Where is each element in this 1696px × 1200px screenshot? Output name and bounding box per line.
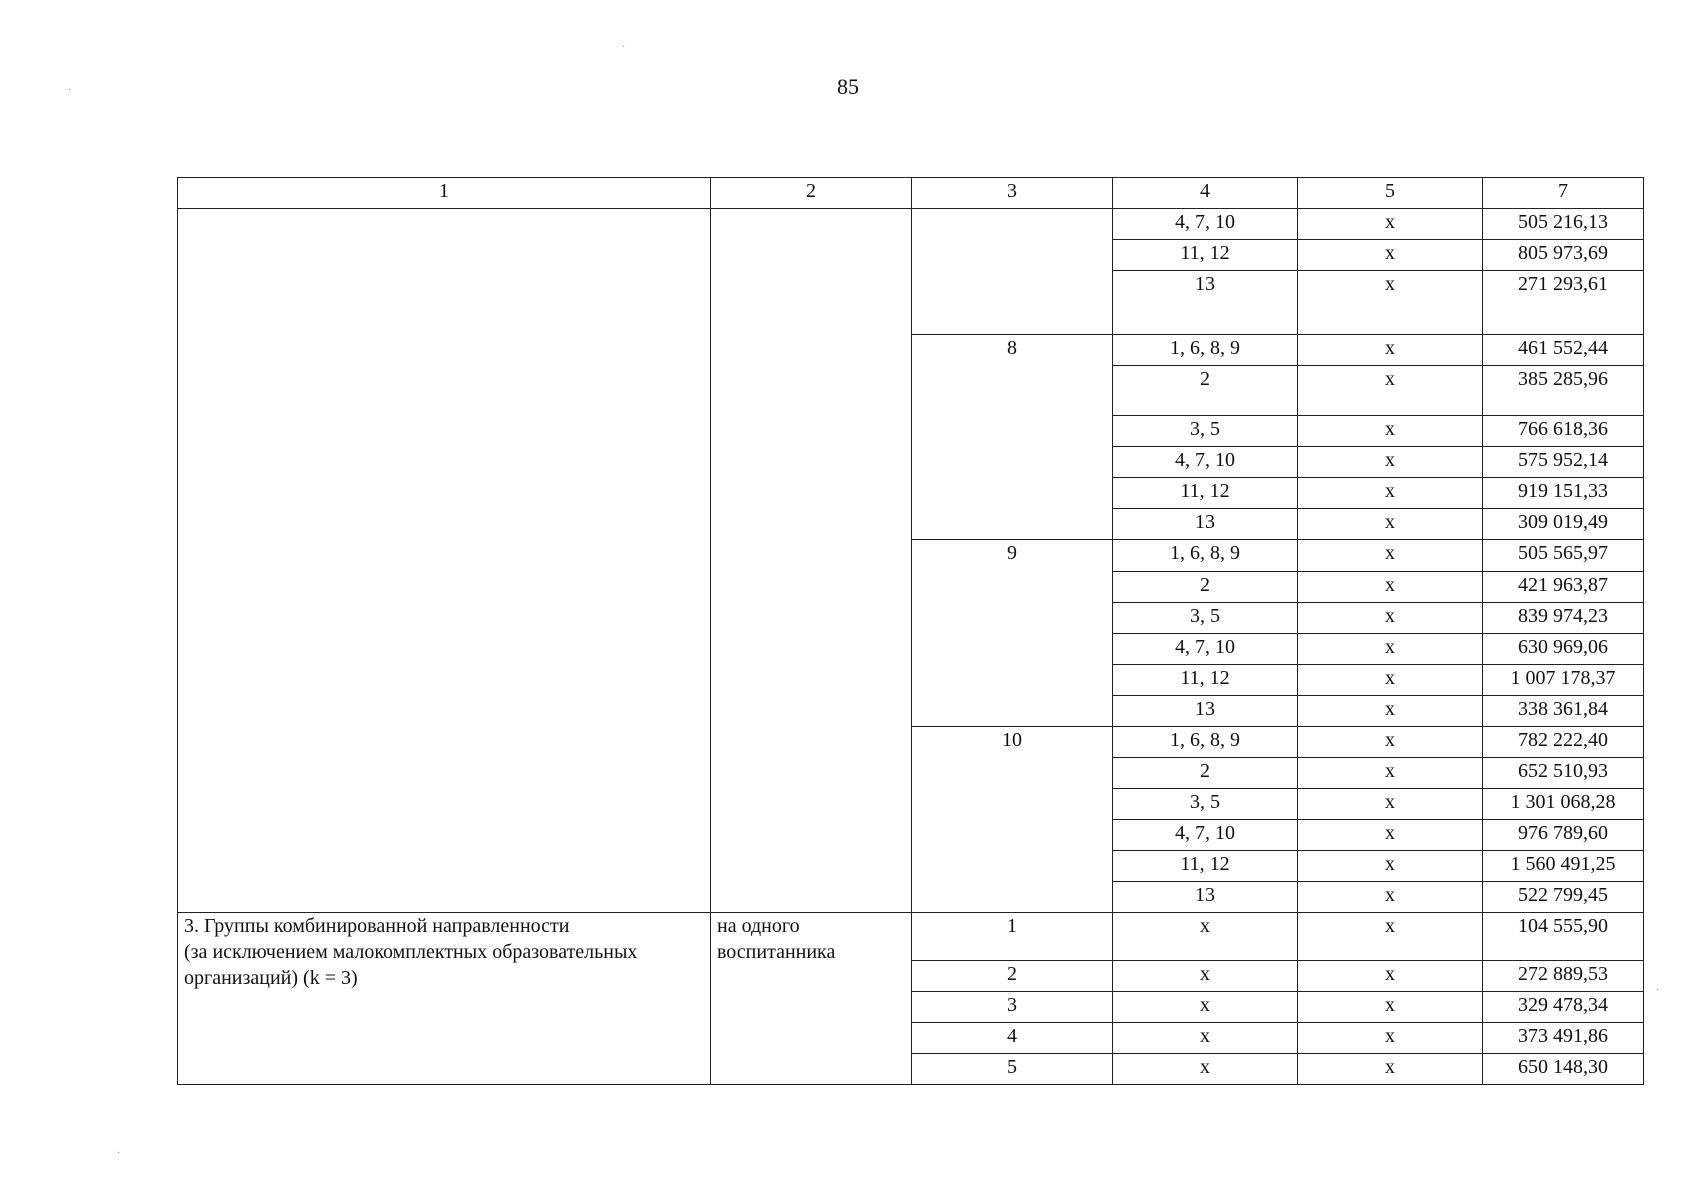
cell-col-5: x [1298, 240, 1483, 271]
cell-col-4: 4, 7, 10 [1113, 633, 1298, 664]
scan-speck: · [622, 42, 626, 53]
header-col-1: 1 [178, 178, 711, 209]
cell-col-7: 373 491,86 [1483, 1023, 1644, 1054]
cell-col-4: 1, 6, 8, 9 [1113, 726, 1298, 757]
page-number: 85 [837, 74, 859, 99]
scan-speck: · [1656, 985, 1660, 996]
table-row [178, 913, 1644, 961]
header-col-5: 5 [1298, 178, 1483, 209]
cell-col-4: 13 [1113, 271, 1298, 335]
cell-col-7: 1 560 491,25 [1483, 851, 1644, 882]
cell-col-5: x [1298, 366, 1483, 416]
cell-col-7: 272 889,53 [1483, 961, 1644, 992]
cell-col-7: 1 301 068,28 [1483, 789, 1644, 820]
cell-col-4: 11, 12 [1113, 664, 1298, 695]
table-row [178, 209, 1644, 240]
cell-col-5: x [1298, 695, 1483, 726]
cell-col-5: x [1298, 447, 1483, 478]
cell-col-7: 421 963,87 [1483, 571, 1644, 602]
cell-col-5: x [1298, 961, 1483, 992]
cell-col-5: x [1298, 602, 1483, 633]
cell-col-7: 766 618,36 [1483, 416, 1644, 447]
cell-col-3-empty [912, 209, 1113, 335]
cell-col-2-empty [711, 209, 912, 913]
cell-col-4: x [1113, 1054, 1298, 1085]
cell-col-5: x [1298, 913, 1483, 961]
section-3-unit-line: воспитанника [717, 941, 836, 963]
scan-speck: · [117, 1148, 121, 1159]
cell-col-5: x [1298, 633, 1483, 664]
cell-col-7: 782 222,40 [1483, 726, 1644, 757]
cell-col-3-group: 9 [912, 540, 1113, 726]
cell-col-3-group: 10 [912, 726, 1113, 912]
table-header-row [178, 178, 1644, 209]
cell-col-3: 3 [912, 992, 1113, 1023]
cell-col-5: x [1298, 1023, 1483, 1054]
cell-col-5: x [1298, 416, 1483, 447]
cell-col-7: 805 973,69 [1483, 240, 1644, 271]
cell-col-7: 1 007 178,37 [1483, 664, 1644, 695]
cell-col-3: 2 [912, 961, 1113, 992]
cell-col-4: 4, 7, 10 [1113, 209, 1298, 240]
section-3-name-line: (за исключением малокомплектных образовательных [184, 941, 638, 963]
section-3-name [178, 913, 711, 1085]
cell-col-7: 271 293,61 [1483, 271, 1644, 335]
cell-col-5: x [1298, 851, 1483, 882]
cell-col-4: 2 [1113, 571, 1298, 602]
cell-col-7: 461 552,44 [1483, 335, 1644, 366]
cell-col-4: 1, 6, 8, 9 [1113, 335, 1298, 366]
cell-col-5: x [1298, 726, 1483, 757]
cell-col-4: x [1113, 913, 1298, 961]
cell-col-7: 652 510,93 [1483, 758, 1644, 789]
cell-col-5: x [1298, 540, 1483, 571]
cell-col-5: x [1298, 992, 1483, 1023]
cell-col-5: x [1298, 478, 1483, 509]
cell-col-4: 3, 5 [1113, 602, 1298, 633]
cell-col-5: x [1298, 789, 1483, 820]
cell-col-7: 650 148,30 [1483, 1054, 1644, 1085]
cell-col-3: 5 [912, 1054, 1113, 1085]
cell-col-4: 13 [1113, 882, 1298, 913]
section-3-unit [711, 913, 912, 1085]
cell-col-5: x [1298, 664, 1483, 695]
cell-col-5: x [1298, 1054, 1483, 1085]
cell-col-5: x [1298, 820, 1483, 851]
cell-col-4: 11, 12 [1113, 851, 1298, 882]
cell-col-7: 505 565,97 [1483, 540, 1644, 571]
cell-col-4: 3, 5 [1113, 416, 1298, 447]
cell-col-4: 11, 12 [1113, 478, 1298, 509]
tariff-table [177, 177, 1644, 1085]
section-3-name-line: организаций) (k = 3) [184, 967, 358, 989]
cell-col-5: x [1298, 209, 1483, 240]
cell-col-7: 505 216,13 [1483, 209, 1644, 240]
header-col-3: 3 [912, 178, 1113, 209]
cell-col-4: 2 [1113, 758, 1298, 789]
table-body [178, 178, 1644, 1085]
cell-col-3-group: 8 [912, 335, 1113, 540]
header-col-2: 2 [711, 178, 912, 209]
cell-col-4: 11, 12 [1113, 240, 1298, 271]
cell-col-7: 385 285,96 [1483, 366, 1644, 416]
cell-col-7: 309 019,49 [1483, 509, 1644, 540]
header-col-4: 4 [1113, 178, 1298, 209]
cell-col-5: x [1298, 571, 1483, 602]
section-3-unit-line: на одного [717, 915, 800, 937]
cell-col-5: x [1298, 271, 1483, 335]
cell-col-5: x [1298, 758, 1483, 789]
scan-speck: · [68, 85, 72, 96]
cell-col-7: 338 361,84 [1483, 695, 1644, 726]
cell-col-3: 4 [912, 1023, 1113, 1054]
cell-col-7: 630 969,06 [1483, 633, 1644, 664]
section-3-name-line: 3. Группы комбинированной направленности [184, 915, 570, 937]
cell-col-4: 3, 5 [1113, 789, 1298, 820]
cell-col-3: 1 [912, 913, 1113, 961]
cell-col-7: 104 555,90 [1483, 913, 1644, 961]
cell-col-4: x [1113, 961, 1298, 992]
cell-col-4: 4, 7, 10 [1113, 820, 1298, 851]
cell-col-4: 13 [1113, 695, 1298, 726]
cell-col-7: 976 789,60 [1483, 820, 1644, 851]
cell-col-4: 1, 6, 8, 9 [1113, 540, 1298, 571]
cell-col-7: 522 799,45 [1483, 882, 1644, 913]
cell-col-4: x [1113, 992, 1298, 1023]
cell-col-4: 2 [1113, 366, 1298, 416]
cell-col-7: 919 151,33 [1483, 478, 1644, 509]
cell-col-1-empty [178, 209, 711, 913]
cell-col-5: x [1298, 335, 1483, 366]
cell-col-4: 4, 7, 10 [1113, 447, 1298, 478]
header-col-7: 7 [1483, 178, 1644, 209]
cell-col-7: 839 974,23 [1483, 602, 1644, 633]
cell-col-4: x [1113, 1023, 1298, 1054]
cell-col-5: x [1298, 882, 1483, 913]
cell-col-5: x [1298, 509, 1483, 540]
cell-col-7: 575 952,14 [1483, 447, 1644, 478]
cell-col-7: 329 478,34 [1483, 992, 1644, 1023]
cell-col-4: 13 [1113, 509, 1298, 540]
